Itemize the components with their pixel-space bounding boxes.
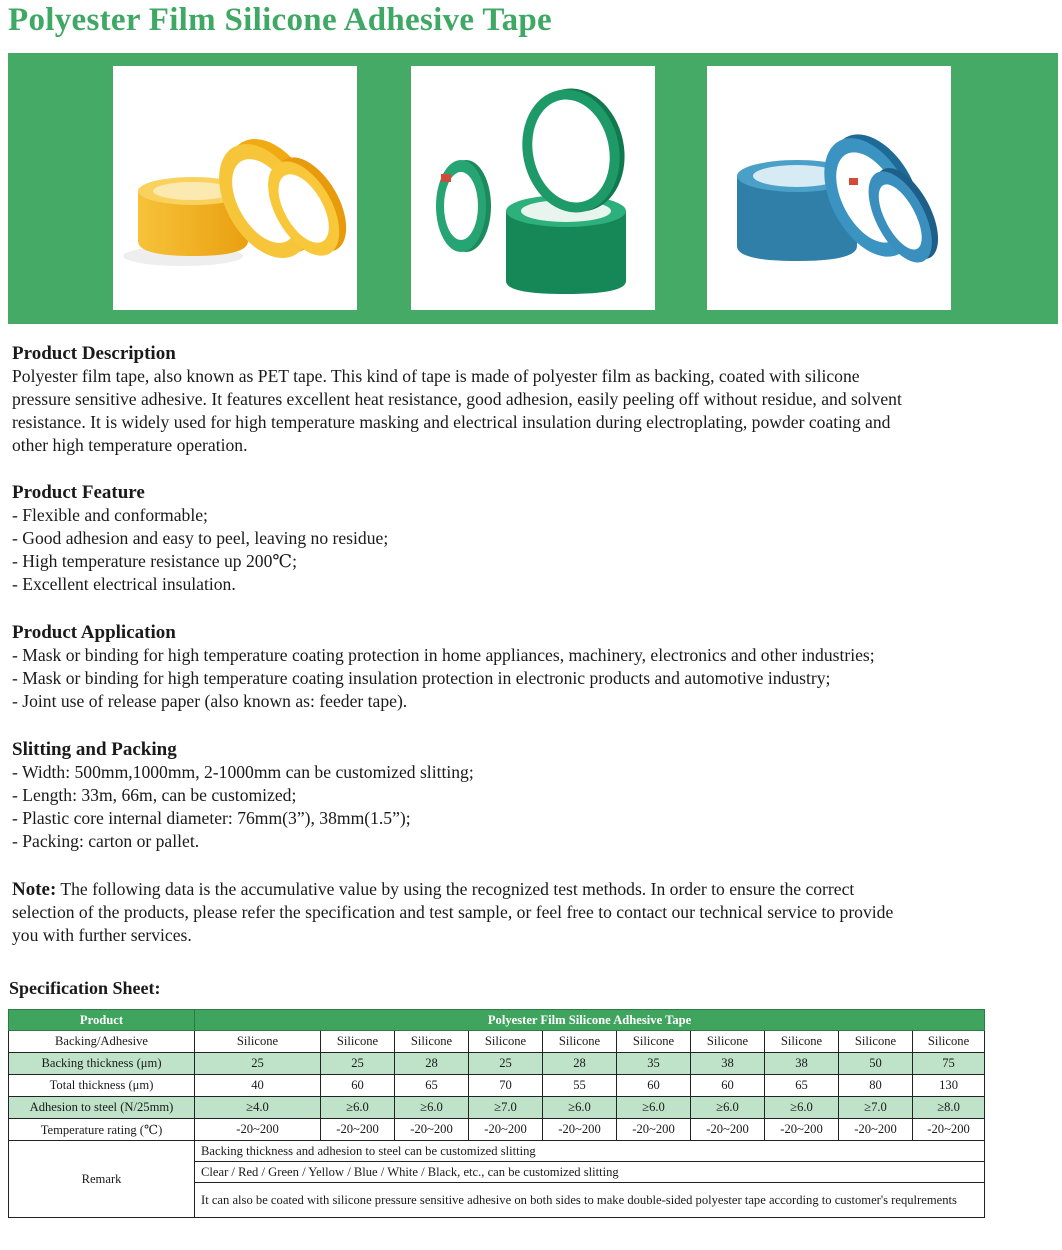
paragraph-line: you with further services.: [12, 925, 192, 945]
note-section: [12, 878, 1032, 947]
table-cell: -20~200: [395, 1119, 469, 1141]
table-cell: 60: [321, 1075, 395, 1097]
slitting-packing-section: [12, 738, 1032, 853]
table-cell: Silicone: [913, 1031, 985, 1053]
product-application-section: [12, 621, 1032, 713]
table-cell: Silicone: [195, 1031, 321, 1053]
table-cell: ≥6.0: [321, 1097, 395, 1119]
spec-sheet-title: Specification Sheet:: [9, 978, 161, 998]
table-cell: ≥6.0: [395, 1097, 469, 1119]
table-cell: -20~200: [765, 1119, 839, 1141]
row-label: Backing/Adhesive: [9, 1031, 195, 1053]
remark-text: It can also be coated with silicone pressure sensitive adhesive on both sides to make double-sided polyester tape according to customer's requlrements: [195, 1183, 985, 1218]
section-heading: Product Description: [12, 343, 176, 364]
header-product: Polyester Film Silicone Adhesive Tape: [195, 1010, 985, 1031]
list-item: - Joint use of release paper (also known as: feeder tape).: [12, 691, 408, 711]
table-cell: 35: [617, 1053, 691, 1075]
table-cell: 38: [691, 1053, 765, 1075]
list-item: - High temperature resistance up 200℃;: [12, 551, 297, 571]
table-cell: -20~200: [469, 1119, 543, 1141]
table-cell: ≥8.0: [913, 1097, 985, 1119]
remark-text: Clear / Red / Green / Yellow / Blue / White / Black, etc., can be customized slitting: [195, 1162, 985, 1183]
table-cell: ≥6.0: [765, 1097, 839, 1119]
remark-label: Remark: [9, 1141, 195, 1218]
table-cell: 130: [913, 1075, 985, 1097]
list-item: - Good adhesion and easy to peel, leaving no residue;: [12, 528, 389, 548]
table-cell: 60: [691, 1075, 765, 1097]
table-cell: 50: [839, 1053, 913, 1075]
paragraph-line: pressure sensitive adhesive. It features excellent heat resistance, good adhesion, easily peeling off without residue, and solvent: [12, 389, 902, 409]
remark-text: Backing thickness and adhesion to steel can be customized slitting: [195, 1141, 985, 1162]
table-cell: -20~200: [839, 1119, 913, 1141]
green-tape-rolls-photo: [411, 66, 655, 310]
table-cell: Silicone: [321, 1031, 395, 1053]
table-cell: Silicone: [691, 1031, 765, 1053]
section-heading: Product Feature: [12, 482, 145, 503]
table-cell: 28: [395, 1053, 469, 1075]
page-title: Polyester Film Silicone Adhesive Tape: [8, 2, 552, 38]
row-label: Total thickness (μm): [9, 1075, 195, 1097]
table-cell: 55: [543, 1075, 617, 1097]
table-cell: ≥7.0: [469, 1097, 543, 1119]
table-cell: 65: [765, 1075, 839, 1097]
table-row: [9, 1097, 985, 1119]
yellow-tape-rolls-photo: [113, 66, 357, 310]
table-cell: 75: [913, 1053, 985, 1075]
table-cell: Silicone: [765, 1031, 839, 1053]
list-item: - Length: 33m, 66m, can be customized;: [12, 785, 297, 805]
row-label: Backing thickness (μm): [9, 1053, 195, 1075]
list-item: - Width: 500mm,1000mm, 2-1000mm can be customized slitting;: [12, 762, 474, 782]
table-cell: ≥6.0: [691, 1097, 765, 1119]
table-cell: -20~200: [913, 1119, 985, 1141]
paragraph-line: other high temperature operation.: [12, 435, 248, 455]
product-feature-section: [12, 481, 1032, 596]
note-text: The following data is the accumulative value by using the recognized test methods. In order to ensure the correct: [56, 879, 855, 899]
paragraph-line: selection of the products, please refer the specification and test sample, or feel free to contact our technical service to provide: [12, 902, 894, 922]
blue-tape-rolls-photo: [707, 66, 951, 310]
table-cell: ≥7.0: [839, 1097, 913, 1119]
table-cell: 28: [543, 1053, 617, 1075]
table-cell: 60: [617, 1075, 691, 1097]
table-cell: 65: [395, 1075, 469, 1097]
table-cell: -20~200: [321, 1119, 395, 1141]
table-header-row: [9, 1010, 985, 1031]
table-cell: ≥6.0: [543, 1097, 617, 1119]
table-cell: -20~200: [195, 1119, 321, 1141]
table-cell: Silicone: [839, 1031, 913, 1053]
list-item: - Plastic core internal diameter: 76mm(3”), 38mm(1.5”);: [12, 808, 411, 828]
table-cell: Silicone: [395, 1031, 469, 1053]
table-row: [9, 1053, 985, 1075]
product-description-section: [12, 342, 1032, 457]
table-cell: -20~200: [691, 1119, 765, 1141]
list-item: - Flexible and conformable;: [12, 505, 208, 525]
table-cell: 80: [839, 1075, 913, 1097]
table-cell: ≥6.0: [617, 1097, 691, 1119]
table-cell: Silicone: [543, 1031, 617, 1053]
section-heading: Product Application: [12, 622, 176, 643]
table-cell: 70: [469, 1075, 543, 1097]
remark-row: [9, 1141, 985, 1162]
list-item: - Packing: carton or pallet.: [12, 831, 200, 851]
table-cell: -20~200: [617, 1119, 691, 1141]
table-cell: 25: [469, 1053, 543, 1075]
table-row: [9, 1119, 985, 1141]
product-photo-banner: [8, 53, 1058, 324]
list-item: - Mask or binding for high temperature coating insulation protection in electronic products and automotive industry;: [12, 668, 831, 688]
section-heading: Slitting and Packing: [12, 739, 177, 760]
table-cell: 25: [195, 1053, 321, 1075]
table-cell: 38: [765, 1053, 839, 1075]
note-label: Note:: [12, 879, 57, 900]
table-cell: -20~200: [543, 1119, 617, 1141]
row-label: Temperature rating (℃): [9, 1119, 195, 1141]
paragraph-line: Polyester film tape, also known as PET tape. This kind of tape is made of polyester film as backing, coated with silicone: [12, 366, 860, 386]
note-first-line: [12, 878, 1032, 901]
table-cell: 40: [195, 1075, 321, 1097]
specification-table: [8, 1009, 985, 1218]
list-item: - Excellent electrical insulation.: [12, 574, 236, 594]
table-cell: ≥4.0: [195, 1097, 321, 1119]
table-cell: 25: [321, 1053, 395, 1075]
header-label: Product: [9, 1010, 195, 1031]
table-row: [9, 1031, 985, 1053]
row-label: Adhesion to steel (N/25mm): [9, 1097, 195, 1119]
table-row: [9, 1075, 985, 1097]
table-cell: Silicone: [469, 1031, 543, 1053]
paragraph-line: resistance. It is widely used for high temperature masking and electrical insulation during electroplating, powder coating and: [12, 412, 891, 432]
table-cell: Silicone: [617, 1031, 691, 1053]
list-item: - Mask or binding for high temperature coating protection in home appliances, machinery, electronics and other industries;: [12, 645, 875, 665]
